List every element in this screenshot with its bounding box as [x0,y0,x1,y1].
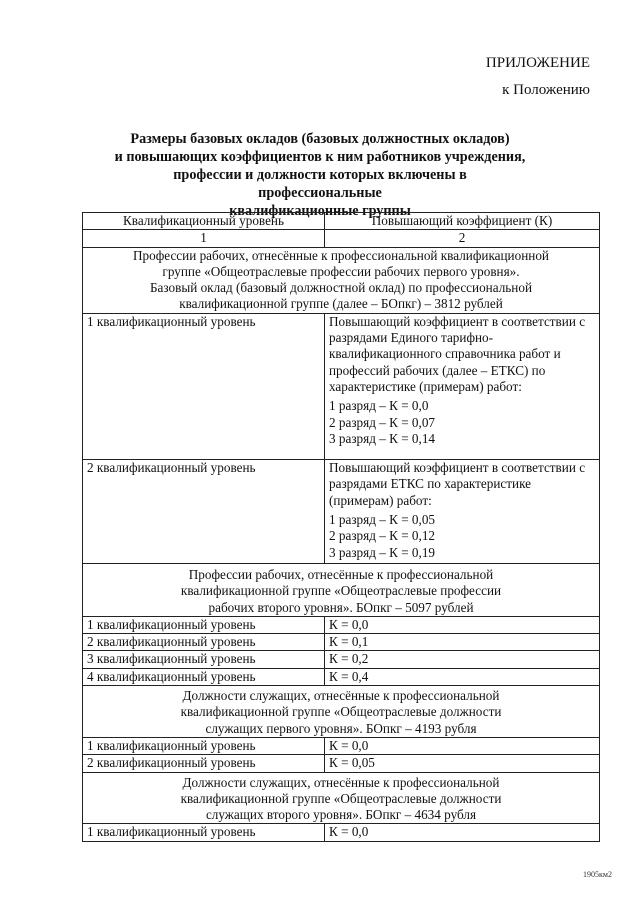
column-header-coefficient: Повышающий коэффициент (К) [325,213,600,230]
column-header-level: Квалификационный уровень [83,213,325,230]
coefficients-table [82,212,600,842]
appendix-label: ПРИЛОЖЕНИЕ [485,55,590,71]
group3-heading-line: Должности служащих, отнесённые к профессиональной [182,688,500,704]
title-line: профессии и должности которых включены в профессиональные [173,167,467,201]
level-cell: 4 квалификационный уровень [83,668,325,685]
group4-heading-line: служащих второго уровня». БОпкг – 4634 рубля [205,807,477,823]
group3-heading [83,686,600,738]
coefficient-cell [325,313,600,459]
title-line: Размеры базовых окладов (базовых должностных окладов) [130,131,510,147]
group2-heading [83,563,600,616]
table-header-row [83,213,600,230]
coefficient-cell: К = 0,0 [325,616,600,633]
coefficient-cell: К = 0,2 [325,651,600,668]
group1-heading-line: Базовый оклад (базовый должностной оклад) по профессиональной [149,280,533,296]
title-line: квалификационные группы [229,203,411,219]
document-title [110,130,530,220]
grade-line: 1 разряд – К = 0,05 [329,512,436,528]
level-cell: 1 квалификационный уровень [83,616,325,633]
title-line: и повышающих коэффициентов к ним работников учреждения, [114,149,526,165]
coefficient-cell [325,460,600,564]
table-row [83,755,600,772]
table-row [83,616,600,633]
level-cell: 1 квалификационный уровень [83,824,325,841]
coefficient-cell: К = 0,4 [325,668,600,685]
appendix-reference: к Положению [502,82,590,98]
level-cell: 2 квалификационный уровень [83,634,325,651]
table-row [83,634,600,651]
coefficient-description: Повышающий коэффициент в соответствии с разрядами ЕТКС по характеристике (примерам) работ: [329,460,586,508]
level-cell: 2 квалификационный уровень [83,460,325,564]
group2-heading-line: квалификационной группе «Общеотраслевые профессии [180,583,502,599]
table-row [83,313,600,459]
table-number-row [83,230,600,247]
level-cell: 3 квалификационный уровень [83,651,325,668]
appendix-header [390,50,590,104]
table-row [83,668,600,685]
column-number-2: 2 [325,230,600,247]
group1-heading-line: квалификационной группе (далее – БОпкг) – 3812 рублей [179,296,503,312]
column-number-1: 1 [83,230,325,247]
coefficient-cell: К = 0,1 [325,634,600,651]
table-row [83,824,600,841]
level-cell: 1 квалификационный уровень [83,737,325,754]
coefficient-description: Повышающий коэффициент в соответствии с разрядами Единого тарифно-квалификационного справочника работ и профессий рабочих (далее – ЕТКС) по характеристике (примерам) работ: [329,313,586,394]
group4-heading-line: квалификационной группе «Общеотраслевые должности [180,790,502,806]
table-row [83,737,600,754]
coefficient-cell: К = 0,05 [325,755,600,772]
coefficient-cell: К = 0,0 [325,737,600,754]
table-row [83,460,600,564]
group4-heading [83,772,600,824]
group-heading-row [83,563,600,616]
document-code: 1905км2 [583,870,612,879]
grade-line: 1 разряд – К = 0,0 [329,398,429,414]
group3-heading-line: служащих первого уровня». БОпкг – 4193 рубля [205,720,477,736]
group4-heading-line: Должности служащих, отнесённые к профессиональной [182,774,500,790]
group2-heading-line: Профессии рабочих, отнесённые к профессиональной [188,566,494,582]
group3-heading-line: квалификационной группе «Общеотраслевые должности [180,704,502,720]
group-heading-row [83,686,600,738]
group2-heading-line: рабочих второго уровня». БОпкг – 5097 рублей [208,599,474,615]
grade-line: 3 разряд – К = 0,14 [329,430,436,446]
grade-line: 2 разряд – К = 0,12 [329,528,436,544]
table-row [83,651,600,668]
group-heading-row [83,772,600,824]
level-cell: 2 квалификационный уровень [83,755,325,772]
group1-heading-line: Профессии рабочих, отнесённые к профессиональной квалификационной [133,247,549,263]
group1-heading [83,247,600,313]
grade-line: 3 разряд – К = 0,19 [329,544,436,560]
coefficient-cell: К = 0,0 [325,824,600,841]
grade-line: 2 разряд – К = 0,07 [329,414,436,430]
group-heading-row [83,247,600,313]
group1-heading-line: группе «Общеотраслевые профессии рабочих первого уровня». [162,263,520,279]
level-cell: 1 квалификационный уровень [83,313,325,459]
